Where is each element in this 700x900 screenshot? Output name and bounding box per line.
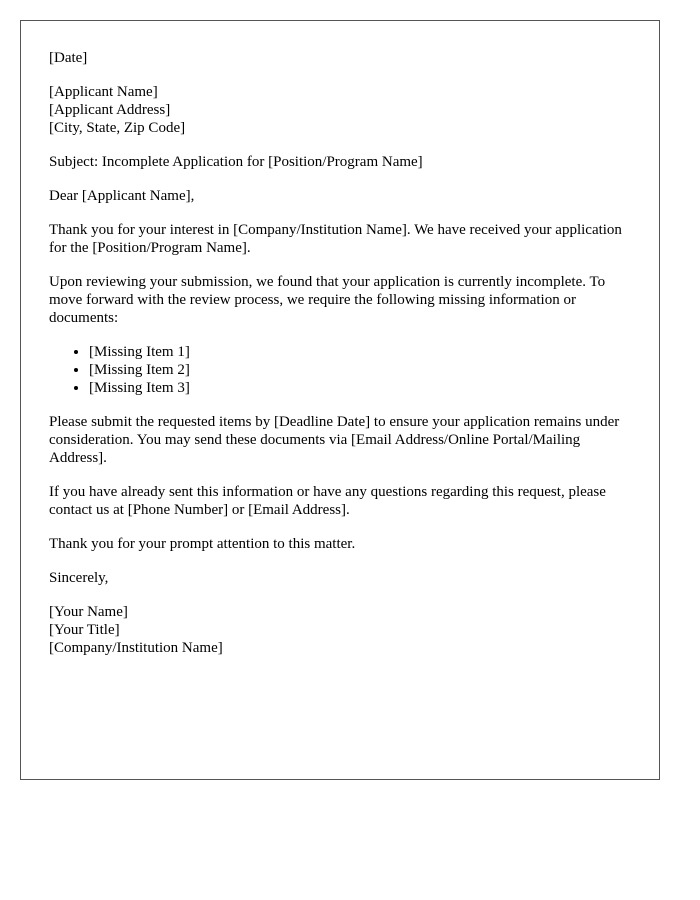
paragraph-deadline: Please submit the requested items by [Deadline Date] to ensure your application remains under consideration. You may send these documents via [Email Address/Online Portal/Mailing Address].	[49, 414, 620, 466]
letter-document	[20, 20, 660, 780]
letter-subject: Subject: Incomplete Application for [Position/Program Name]	[49, 154, 423, 170]
recipient-block	[49, 83, 631, 137]
list-item: • [Missing Item 2]	[89, 361, 631, 379]
sender-block	[49, 603, 631, 657]
sender-organization: [Company/Institution Name]	[49, 640, 223, 656]
letter-salutation: Dear [Applicant Name],	[49, 188, 195, 204]
sender-name: [Your Name]	[49, 604, 128, 620]
recipient-address: [Applicant Address]	[49, 102, 171, 118]
sender-title: [Your Title]	[49, 622, 120, 638]
letter-date: [Date]	[49, 50, 88, 66]
list-item: • [Missing Item 3]	[89, 379, 631, 397]
paragraph-contact: If you have already sent this information or have any questions regarding this request, please contact us at [Phone Number] or [Email Address].	[49, 484, 606, 518]
paragraph-thanks: Thank you for your interest in [Company/Institution Name]. We have received your application for the [Position/Program Name].	[49, 222, 622, 256]
recipient-city-state-zip: [City, State, Zip Code]	[49, 120, 186, 136]
paragraph-incomplete: Upon reviewing your submission, we found that your application is currently incomplete. To move forward with the review process, we require the following missing information or documents:	[49, 274, 606, 326]
paragraph-closing: Thank you for your prompt attention to this matter.	[49, 536, 356, 552]
list-item: • [Missing Item 1]	[89, 343, 631, 361]
sign-off: Sincerely,	[49, 570, 109, 586]
recipient-name: [Applicant Name]	[49, 84, 158, 100]
missing-items-list	[49, 343, 631, 397]
